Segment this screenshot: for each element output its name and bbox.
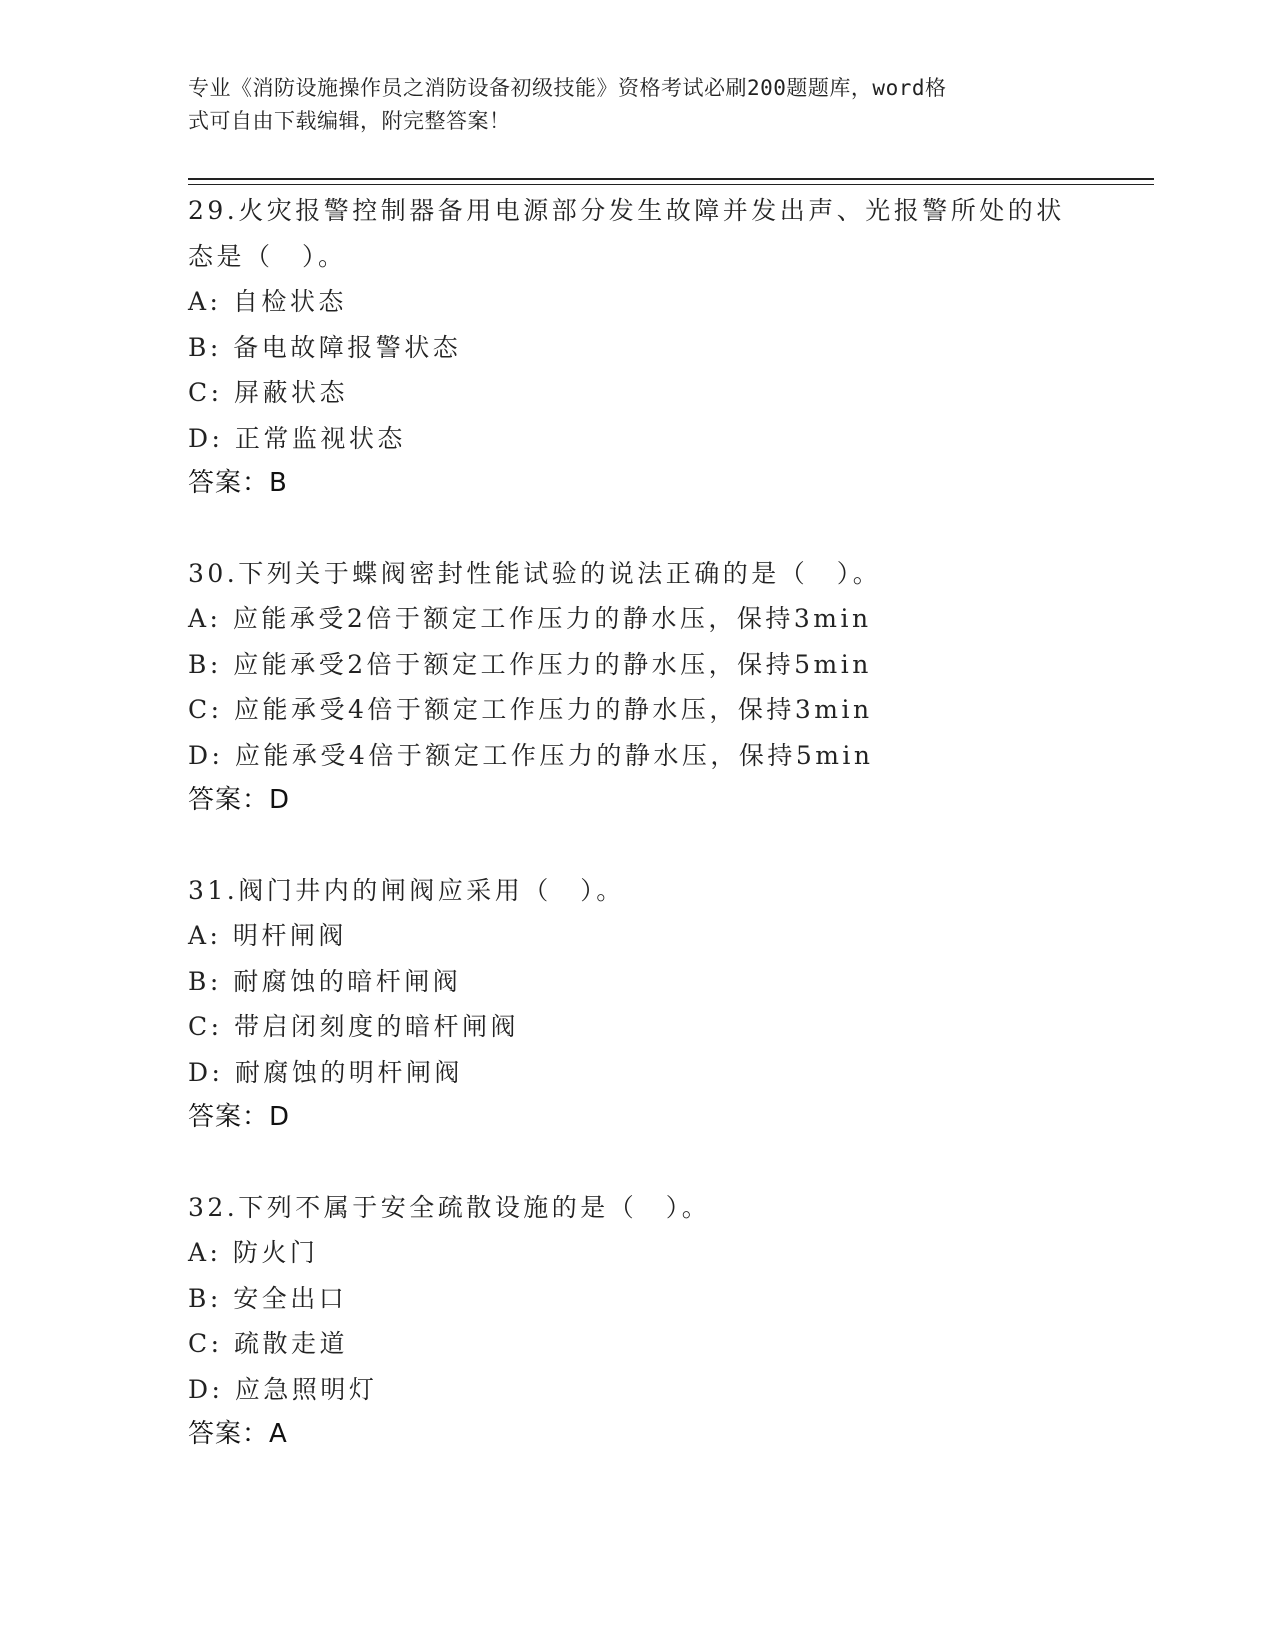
option-c: C: 屏蔽状态 — [188, 378, 348, 407]
option-a: A: 应能承受2倍于额定工作压力的静水压，保持3min — [188, 604, 872, 633]
answer-key: 答案：D — [188, 785, 291, 815]
question-stem: 30.下列关于蝶阀密封性能试验的说法正确的是（ ）。 — [188, 558, 882, 588]
question-29 — [188, 188, 1148, 507]
question-list — [188, 188, 1148, 1502]
question-stem: 31.阀门井内的闸阀应采用（ ）。 — [188, 875, 625, 905]
question-stem: 32.下列不属于安全疏散设施的是（ ）。 — [188, 1192, 711, 1222]
option-b: B: 耐腐蚀的暗杆闸阀 — [188, 966, 462, 996]
answer-key: 答案：B — [188, 468, 288, 498]
answer-key: 答案：A — [188, 1419, 288, 1449]
question-30 — [188, 551, 1148, 824]
question-32 — [188, 1185, 1148, 1458]
option-a: A: 防火门 — [188, 1238, 319, 1267]
document-header — [188, 72, 1068, 138]
option-d: D: 耐腐蚀的明杆闸阀 — [188, 1057, 463, 1087]
option-b: B: 安全出口 — [188, 1283, 348, 1313]
header-line-2: 式可自由下载编辑，附完整答案！ — [188, 109, 511, 133]
option-d: D: 应急照明灯 — [188, 1374, 378, 1404]
header-divider-thin — [188, 184, 1154, 185]
question-stem: 29.火灾报警控制器备用电源部分发生故障并发出声、光报警所处的状 — [188, 196, 1065, 225]
header-divider-thick — [188, 178, 1154, 180]
option-b: B: 应能承受2倍于额定工作压力的静水压，保持5min — [188, 649, 872, 679]
question-stem-continued: 态是（ ）。 — [188, 241, 347, 271]
option-d: D: 正常监视状态 — [188, 423, 406, 453]
option-c: C: 应能承受4倍于额定工作压力的静水压，保持3min — [188, 695, 873, 724]
option-d: D: 应能承受4倍于额定工作压力的静水压，保持5min — [188, 740, 874, 770]
option-a: A: 自检状态 — [188, 287, 347, 316]
option-a: A: 明杆闸阀 — [188, 921, 347, 950]
header-line-1: 专业《消防设施操作员之消防设备初级技能》资格考试必刷200题题库，word格 — [188, 76, 947, 100]
option-c: C: 疏散走道 — [188, 1329, 348, 1358]
option-c: C: 带启闭刻度的暗杆闸阀 — [188, 1012, 519, 1041]
answer-key: 答案：D — [188, 1102, 291, 1132]
question-31 — [188, 868, 1148, 1141]
option-b: B: 备电故障报警状态 — [188, 332, 462, 362]
